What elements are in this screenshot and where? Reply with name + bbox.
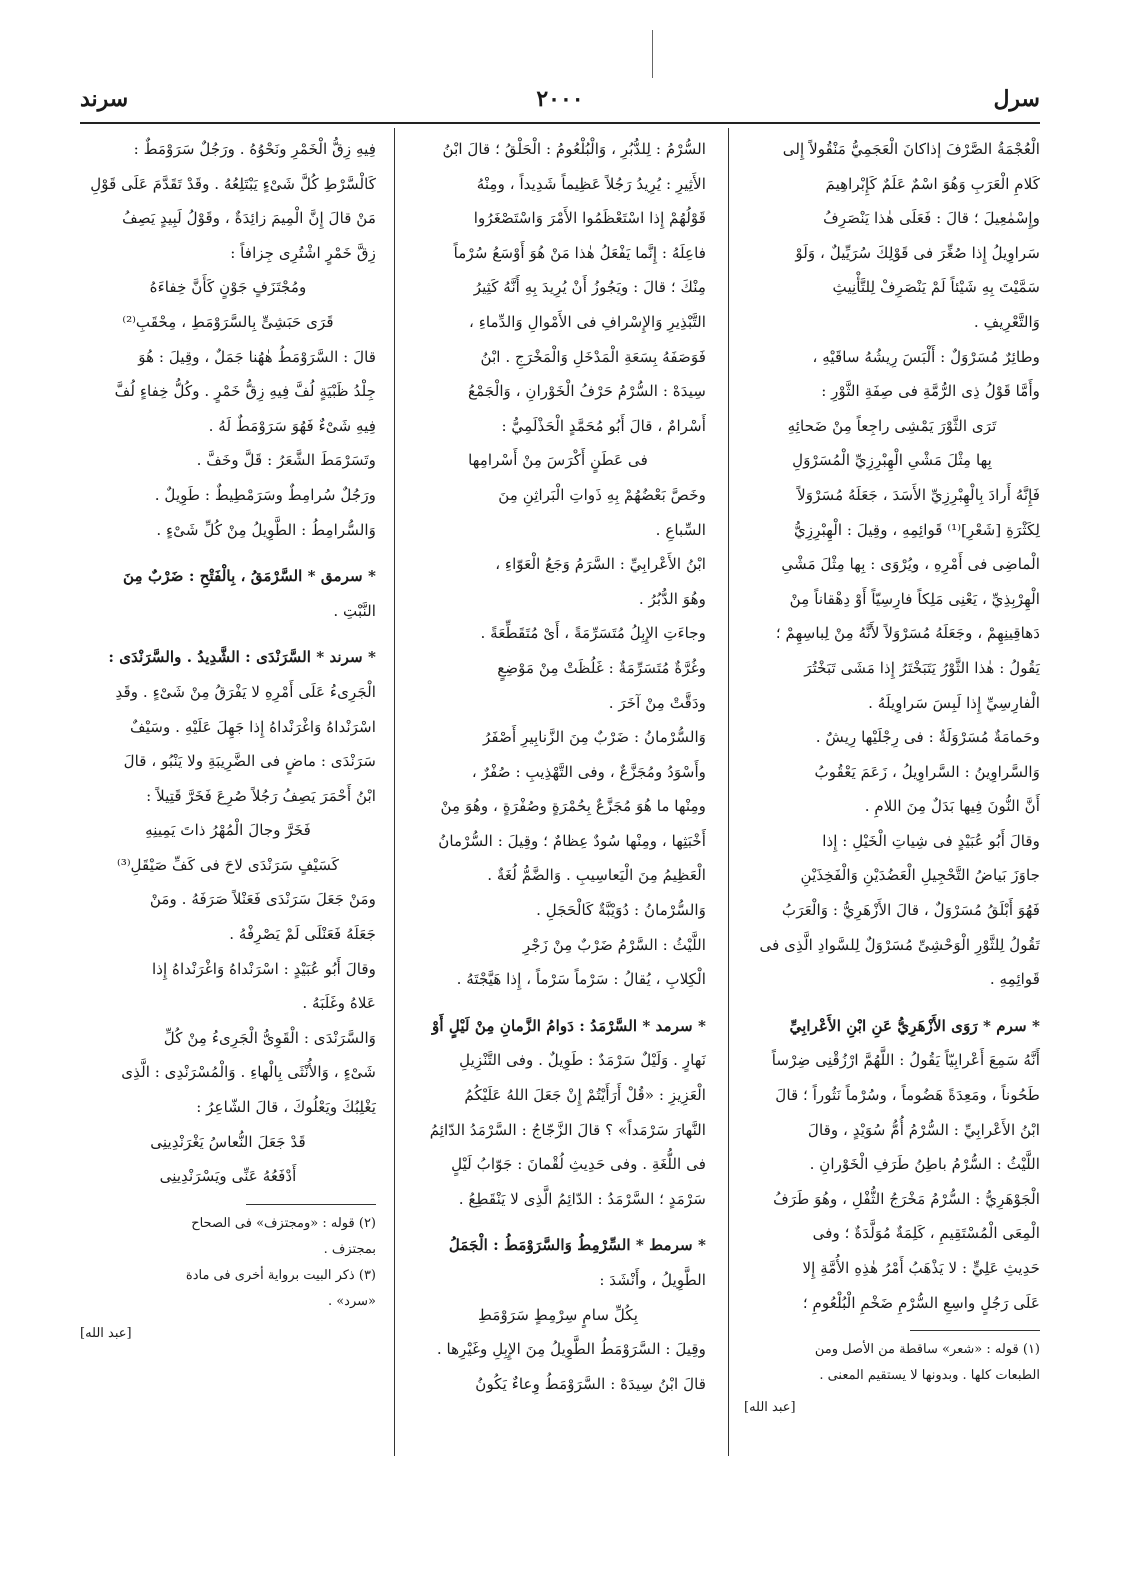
- text-line: قَوْلُهُمْ إِذا اسْتَعْظَمُوا الأَمْرَ وَاسْتَصْغَرُوا: [473, 209, 706, 228]
- text-line: مَنْ قالَ إِنَّ الْمِيمَ زائِدَةٌ ، وقَوْلُ لَبِيدٍ يَصِفُ: [122, 209, 376, 228]
- text-line: وَالسَّراوِينُ : السَّراوِيلُ ، زَعَمَ يَعْقُوبُ: [814, 762, 1040, 781]
- text-line: وحَمامَةٌ مُسَرْوَلَةٌ : فى رِجْلَيْها رِيشٌ .: [815, 728, 1040, 747]
- footnote-line: (١) قوله : «شعر» ساقطة من الأصل ومن: [814, 1342, 1040, 1358]
- page-header: [80, 86, 1040, 120]
- column-right: [744, 132, 1040, 1421]
- footnote-rule: [246, 1204, 376, 1205]
- column-divider: [394, 128, 395, 1456]
- text-line: ابْنُ الأَعْرابِيِّ : السَّرَمُ وَجَعُ الْعَوّاءِ ،: [495, 555, 706, 574]
- text-line: الْعُجْمَةُ الصَّرْفَ إذاكانَ الْعَجَمِيُّ مَنْقُولاً إِلى: [782, 140, 1040, 158]
- text-line: ودَقَّتْ مِنْ آخَرَ .: [608, 693, 706, 712]
- text-line: ومُجْتَزَفٍ جَوْنٍ كَأَنَّ خِفاءَهُ: [149, 278, 307, 297]
- text-line: كَسَيْفٍ سَرَنْدَى لاحَ فى كَفِّ صَيْقَلِ⁽³⁾: [117, 855, 339, 874]
- text-line: ابْنُ أَحْمَرَ يَصِفُ رَجُلاً صُرِعَ فَخَرَّ قَتِيلاً :: [146, 786, 376, 805]
- entry-gap: [80, 628, 376, 640]
- text-line: فَإِنَّهُ أَرادَ بِالْهِبْرِزِيِّ الأَسَدَ ، جَعَلَهُ مُسَرْوَلاً: [797, 485, 1040, 504]
- entry-headword-line: * سرمط * السِّرْمِطُ وَالسَّرَوْمَطُ : الْجَمَلُ: [448, 1236, 706, 1255]
- text-line: نَهارٍ . وَلَيْلٌ سَرْمَدٌ : طَوِيلٌ . وفى التَّنْزِيلِ: [459, 1051, 706, 1070]
- text-line: التَّبْذِيرِ وَالإِسْرافِ فى الأَمْوالِ وَالدِّماءِ ،: [468, 312, 706, 331]
- entry-headword-line: * سرمد * السَّرْمَدُ : دَوامُ الزَّمانِ مِنْ لَيْلٍ أَوْ: [432, 1016, 706, 1035]
- text-line: طَحُوناً ، ومَعِدَةً هَضُوماً ، وسُرْماً نَثُوراً ؛ قالَ: [775, 1086, 1040, 1105]
- header-left-root: سرند: [80, 86, 129, 112]
- entry-gap: [410, 1216, 706, 1228]
- top-mark: [652, 30, 653, 78]
- text-line: وقالَ أَبُو عُبَيْدٍ : اسْرَنْداهُ وَاغْرَنْداهُ إِذا: [152, 959, 376, 978]
- text-line: السِّباعِ .: [655, 520, 706, 539]
- footnote-line: «سرد» .: [327, 1293, 376, 1309]
- column-left: [80, 132, 376, 1347]
- footnote-rule: [910, 1330, 1040, 1331]
- text-line: جَعَلَهُ فَعَنْلَى لَمْ يَصْرِفْهُ .: [229, 925, 376, 944]
- text-line: يَغْلِبُكَ ويَعْلُوكَ ، قالَ الشّاعِرُ :: [196, 1098, 376, 1117]
- editor-signature: [عبد الله]: [744, 1400, 796, 1416]
- text-line: الْفارِسِيِّ إِذا لَبِسَ سَراوِيلَهُ .: [868, 693, 1040, 712]
- entry-gap: [410, 997, 706, 1009]
- text-line: ابْنُ الأَعْرابِيِّ : السُّرْمُ أُمُّ سُوَيْدٍ ، وقالَ: [807, 1120, 1040, 1139]
- text-line: وقالَ أَبُو عُبَيْدٍ فى شِياتِ الْخَيْلِ : إِذا: [822, 831, 1040, 850]
- text-line: وقِيلَ : السَّرَوْمَطُ الطَّوِيلُ مِنَ الإِبِلِ وغَيْرِها .: [436, 1340, 706, 1359]
- text-line: سَراوِيلُ إِذا صُغِّرَ فى قَوْلِكَ سُرَيِّيلٌ ، وَلَوْ: [795, 243, 1040, 262]
- text-line: فى اللُّغَةِ . وفى حَدِيثِ لُقْمانَ : جَوّابُ لَيْلٍ: [451, 1155, 706, 1174]
- text-line: اللَّيْثُ : السَّرْمُ ضَرْبٌ مِنْ زَجْرِ: [522, 935, 706, 954]
- text-line: بِكُلِّ سامٍ سِرْمِطٍ سَرَوْمَطِ: [477, 1305, 638, 1324]
- column-middle: [410, 132, 706, 1401]
- text-line: الْعَزِيزِ : «قُلْ أَرَأَيْتُمْ إِنْ جَعَلَ اللهُ عَلَيْكُمُ: [464, 1086, 706, 1105]
- text-line: عَلَى رَجُلٍ واسِعِ السُّرْمِ ضَخْمِ الْبُلْعُومِ ؛: [802, 1293, 1040, 1312]
- text-line: لِكَثْرَةِ [شَعْرِ]⁽¹⁾ قَوائِمِهِ ، وقِيلَ : الْهِبْرِزِيُّ: [794, 520, 1040, 539]
- text-line: سَرَنْدَى : ماضٍ فى الضَّرِيبَةِ ولا يَنْبُو ، قالَ: [123, 752, 376, 771]
- text-line: فَخَرَّ وجالَ الْمُهْرُ ذاتَ يَمِينِهِ: [145, 821, 311, 840]
- text-line: الْعَظِيمُ مِنَ الْيَعاسِيبِ . وَالضَّمُّ لُغَةٌ .: [487, 866, 706, 885]
- page-number: ٢٠٠٠: [536, 86, 584, 112]
- footnote-line: الطبعات كلها . وبدونها لا يستقيم المعنى .: [819, 1368, 1040, 1384]
- column-divider: [728, 128, 729, 1456]
- header-rule: [80, 122, 1040, 124]
- text-line: ومِنْها ما هُوَ مُجَزَّعٌ بِحُمْرَةٍ وصُفْرَةٍ ، وهُوَ مِنْ: [440, 797, 706, 816]
- text-line: الْمِعَى الْمُسْتَقِيمِ ، كَلِمَةٌ مُوَلَّدَةٌ ؛ وفى: [812, 1224, 1040, 1243]
- text-line: كَلامِ الْعَرَبِ وَهُوَ اسْمٌ عَلَمٌ كَإِبْراهِيمَ: [825, 174, 1040, 193]
- text-line: وأَمَّا قَوْلُ ذِى الرُّمَّةِ فى صِفَةِ الثَّوْرِ :: [821, 382, 1040, 401]
- text-line: الْكِلابِ ، يُقالُ : سَرْماً سَرْماً ، إِذا هَيَّجْتَهُ .: [456, 970, 706, 989]
- footnote-line: (٢) قوله : «ومجتزف» فى الصحاح: [191, 1215, 376, 1231]
- text-line: وإِسْمٰعِيلَ ؛ قالَ : فَعَلَى هٰذا يَنْصَرِفُ: [823, 209, 1040, 228]
- text-line: النَّهارَ سَرْمَداً» ؟ قالَ الزَّجّاجُ : السَّرْمَدُ الدّائِمُ: [429, 1120, 706, 1139]
- text-line: فِيهِ شَىْءٌ فَهُوَ سَرَوْمَطٌ لَهُ .: [208, 416, 376, 435]
- text-line: ورَجُلٌ سُرامِطٌ وسَرَمْطِيطٌ : طَوِيلٌ .: [154, 485, 376, 504]
- text-line: وأَسْوَدُ ومُجَزَّعٌ ، وفى التَّهْذِيبِ : صُفْرٌ ،: [471, 762, 706, 781]
- entry-headword-line: * سرم * رَوَى الأَزْهَرِيُّ عَنِ ابْنِ الأَعْرابِيِّ: [789, 1016, 1040, 1035]
- text-line: بِها مِثْلَ مَشْىِ الْهِبْرِزِيِّ الْمُسَرْوَلِ: [792, 451, 992, 470]
- text-line: قالَ ابْنُ سِيدَهْ : السَّرَوْمَطُ وِعاءٌ يَكُونُ: [475, 1374, 706, 1393]
- text-line: فِيهِ زِقُّ الْخَمْرِ ونَحْوُهُ . ورَجُلٌ سَرَوْمَطٌ :: [133, 140, 376, 158]
- text-line: سَرْمَدٍ ؛ السَّرْمَدُ : الدّائِمُ الَّذِى لا يَنْقَطِعُ .: [458, 1189, 706, 1208]
- text-line: وغُرَّةٌ مُتَسَرِّمَةٌ : غَلُظَتْ مِنْ مَوْضِعٍ: [497, 658, 706, 677]
- text-line: جاوَزَ بَياضُ التَّحْجِيلِ الْعَضُدَيْنِ وَالْفَخِذَيْنِ: [800, 866, 1040, 885]
- editor-signature: [عبد الله]: [80, 1325, 132, 1341]
- text-line: وَالسُّرْمانُ : ضَرْبٌ مِنَ الزَّنابِيرِ أَصْفَرُ: [483, 728, 706, 747]
- footnote-line: بمجتزف .: [323, 1241, 376, 1257]
- entry-gap: [80, 547, 376, 559]
- text-line: جِلْدُ ظَبْيَةٍ لُفَّ فِيهِ زِقُّ خَمْرٍ . وكُلُّ خِفاءٍ لُفَّ: [114, 382, 376, 401]
- text-line: سَمَّيْتَ بِهِ شَيْئاً لَمْ يَنْصَرِفْ لِلتَّأْنِيثِ: [832, 278, 1040, 297]
- text-line: الْجَوْهَرِيُّ : السُّرْمُ مَخْرَجُ الثُّفْلِ ، وهُوَ طَرَفُ: [773, 1189, 1040, 1208]
- text-line: فاعِلَهُ : إِنَّما يَفْعَلُ هٰذا مَنْ هُوَ أَوْسَعُ سُرْماً: [453, 243, 706, 262]
- text-line: وجاءَتِ الإِبِلُ مُتَسَرِّمَةً ، أَىْ مُتَقَطِّعَةً .: [480, 624, 706, 643]
- text-line: كَالْسَّرْطِ كُلَّ شَىْءٍ يَبْتَلِعُهُ . وقَدْ تَقَدَّمَ عَلَى قَوْلِ: [90, 174, 376, 193]
- text-line: اللَّيْثُ : السُّرْمُ باطِنُ طَرَفِ الْخَوْرانِ .: [809, 1155, 1040, 1174]
- text-line: وهُوَ الدُّبُرُ .: [638, 589, 706, 608]
- text-line: قَرَى حَبَشِىٍّ بِالسَّرَوْمَطِ ، مِحْقَبِ⁽²⁾: [122, 312, 334, 331]
- text-line: السُّرْمُ : لِلدُّبُرِ ، وَالْبُلْعُومُ : الْحَلْقُ ؛ قالَ ابْنُ: [442, 140, 706, 158]
- text-line: فى عَطَنٍ أَكْرَسَ مِنْ أَسْرامِها: [468, 451, 648, 470]
- header-right-root: سرل: [993, 86, 1040, 112]
- text-line: قَدْ جَعَلَ النُّعاسُ يَغْرَنْدِينِى: [150, 1132, 306, 1151]
- text-line: الْهِرْبِذِيِّ ، يَعْنِى مَلِكاً فارِسِيّاً أَوْ دِهْقاناً مِنْ: [789, 589, 1040, 608]
- text-line: وخَصَّ بَعْضُهُمْ بِهِ ذَواتِ الْبَراثِنِ مِنَ: [498, 485, 706, 504]
- footnote-line: (٣) ذكر البيت برواية أخرى فى مادة: [185, 1267, 376, 1283]
- text-line: أَنَّهُ سَمِعَ أَعْرابِيّاً يَقُولُ : اللَّهُمَّ ارْزُقْنِى ضِرْساً: [771, 1051, 1040, 1070]
- text-line: تَقُولُ لِلثَّوْرِ الْوَحْشِىِّ مُسَرْوَلٌ لِلسَّوادِ الَّذِى فى: [759, 935, 1040, 954]
- text-line: ومَنْ جَعَلَ سَرَنْدَى فَعَنْلاً صَرَفَهُ . ومَنْ: [149, 890, 376, 909]
- text-line: وَالتَّعْرِيفِ .: [973, 312, 1040, 331]
- text-line: أَخْبَثِها ، ومِنْها سُودٌ عِظامٌ ؛ وقِيلَ : السُّرْمانُ: [438, 831, 706, 850]
- text-line: وتَسَرْمَطَ الشَّعَرُ : قَلَّ وخَفَّ .: [196, 451, 376, 470]
- text-line: الْجَرِىءُ عَلَى أَمْرِهِ لا يَفْرَقُ مِنْ شَىْءٍ . وقَدِ: [115, 682, 376, 701]
- text-line: زِقَّ خَمْرٍ اشْتُرِى جِزافاً :: [230, 243, 376, 262]
- text-line: النَّبْتِ .: [333, 601, 376, 620]
- text-line: وَالسُّرْمانُ : دُوَيْبَّةٌ كَالْحَجَلِ .: [536, 901, 706, 920]
- text-line: مِنْكَ ؛ قالَ : ويَجُوزُ أَنْ يُرِيدَ بِهِ أَنَّهُ كَثِيرُ: [473, 278, 706, 297]
- text-line: فَوَصَفَهُ بِسَعَةِ الْمَدْخَلِ وَالْمَخْرَجِ . ابْنُ: [480, 347, 706, 366]
- text-line: أَنَّ النُّونَ فِيها بَدَلٌ مِنَ اللامِ .: [864, 797, 1040, 816]
- entry-headword-line: * سرمق * السَّرْمَقُ ، بِالْفَتْحِ : ضَرْبٌ مِنَ: [123, 567, 376, 586]
- text-line: عَلاهُ وغَلَبَهُ .: [302, 994, 376, 1013]
- text-line: اسْرَنْداهُ وَاغْرَنْداهُ إِذا جَهِلَ عَلَيْهِ . وسَيْفٌ: [129, 717, 376, 736]
- text-line: دَهاقِينِهِمْ ، وجَعَلَهُ مُسَرْوَلاً لأَنَّهُ مِنْ لِباسِهِمْ ؛: [775, 624, 1040, 643]
- text-line: وطائِرٌ مُسَرْوَلٌ : أَلْبَسَ رِيشُهُ ساقَيْهِ ،: [812, 347, 1040, 366]
- text-line: أَدْفَعُهُ عَنِّى ويَسْرَنْدِينِى: [159, 1167, 297, 1186]
- entry-gap: [744, 997, 1040, 1009]
- text-line: وَالسُّرامِطُ : الطَّوِيلُ مِنْ كُلِّ شَىْءٍ .: [156, 520, 376, 539]
- text-line: قالَ : السَّرَوْمَطُ هٰهُنا جَمَلٌ ، وقِيلَ : هُوَ: [138, 347, 376, 366]
- text-line: وَالسَّرَنْدَى : الْقَوِىُّ الْجَرِىءُ مِنْ كُلِّ: [163, 1028, 376, 1047]
- text-line: شَىْءٍ ، وَالأُنْثَى بِالْهاءِ . وَالْمُسْرَنْدِى : الَّذِى: [121, 1063, 376, 1082]
- text-line: الْماضِى فى أَمْرِهِ ، ويُرْوَى : بِها مِثْلَ مَشْىِ: [781, 555, 1040, 574]
- text-line: أَسْرامٌ ، قالَ أَبُو مُحَمَّدٍ الْحَذْلَمِيُّ :: [501, 416, 706, 435]
- text-line: الأَثِيرِ : يُرِيدُ رَجُلاً عَظِيماً شَدِيداً ، ومِنْهُ: [476, 174, 706, 193]
- text-line: حَدِيثِ عَلِيٍّ : لا يَذْهَبُ أَمْرُ هٰذِهِ الأُمَّةِ إِلا: [802, 1259, 1040, 1277]
- text-line: يَقُولُ : هٰذا الثَّوْرُ يَتَبَخْتَرُ إِذا مَشَى تَبَخْتُرَ: [804, 658, 1040, 677]
- text-line: تَرَى الثَّوْرَ يَمْشِى راجِعاً مِنْ ضَحائِهِ: [787, 416, 997, 435]
- entry-headword-line: * سرند * السَّرَنْدَى : الشَّدِيدُ . والسَّرَنْدَى :: [108, 648, 376, 667]
- text-line: الطَّوِيلُ ، وأَنْشَدَ :: [599, 1271, 706, 1289]
- text-line: سِيدَهْ : السُّرْمُ حَرْفُ الْخَوْرانِ ، وَالْجَمْعُ: [468, 382, 706, 401]
- text-line: فَهُوَ أَبْلَقُ مُسَرْوَلٌ ، قالَ الأَزْهَرِيُّ : وَالْعَرَبُ: [781, 901, 1040, 920]
- text-line: قَوائِمِهِ .: [989, 970, 1040, 989]
